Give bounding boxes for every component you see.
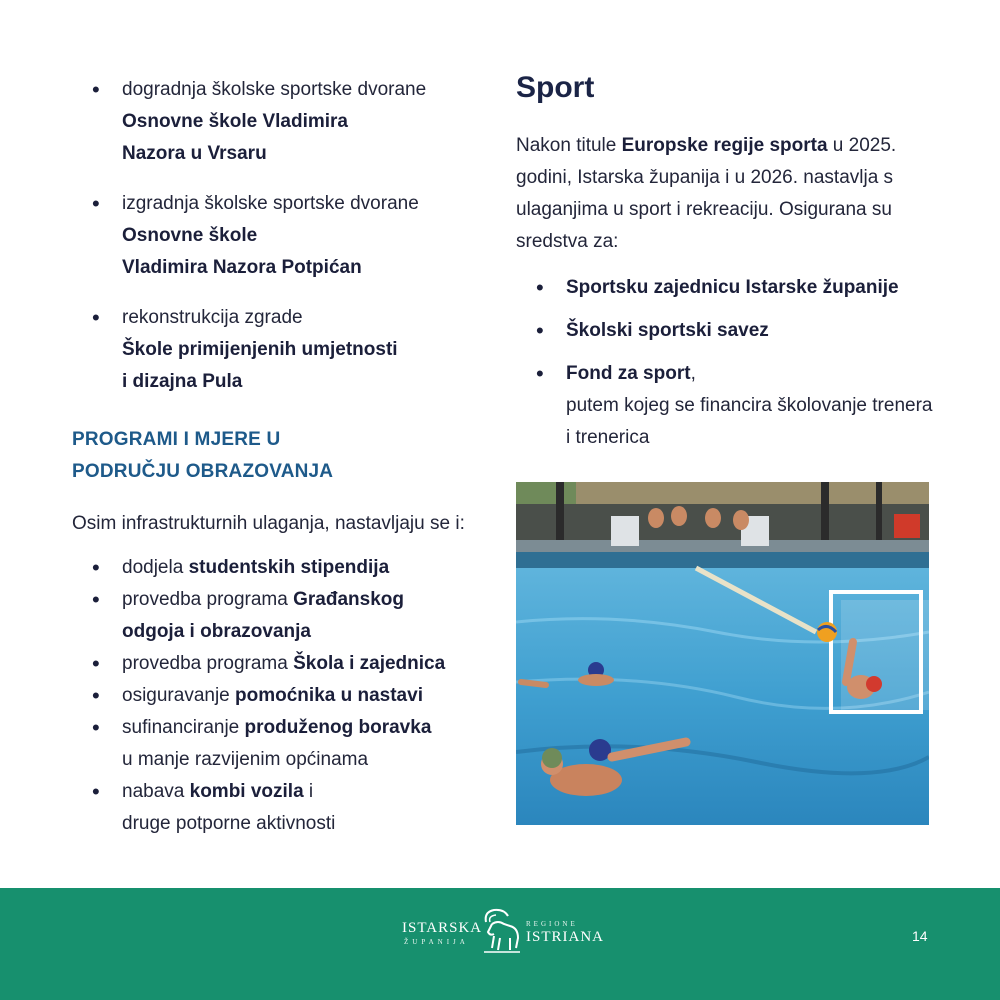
para-text: u 2025. godini, Istarska županija i u 2026. nastavlja s ulaganjima u sport i rekreaciju. Osigurana su sredstva za:	[516, 135, 897, 252]
logo-text-right-sub: REGIONE	[526, 920, 578, 928]
list-item	[72, 302, 492, 398]
item-text: dodjela	[122, 557, 189, 578]
item-text: druge potporne aktivnosti	[122, 813, 336, 834]
left-column	[72, 74, 492, 840]
item-bold: studentskih stipendija	[188, 557, 390, 578]
item-text: osiguravanje	[122, 685, 236, 706]
logo-text-left: ISTARSKA	[402, 920, 483, 936]
para-text: Nakon titule	[516, 135, 622, 156]
item-bold: kombi vozila	[189, 781, 304, 802]
list-item	[516, 315, 936, 347]
sport-paragraph	[516, 130, 936, 258]
item-text: dogradnja školske sportske dvorane	[122, 79, 427, 100]
item-bold: odgoja i obrazovanja	[122, 621, 311, 642]
list-item	[516, 272, 936, 304]
logo-text-right: ISTRIANA	[526, 929, 604, 945]
list-item	[72, 74, 492, 170]
page-number: 14	[912, 928, 928, 944]
list-item	[72, 712, 492, 776]
item-text: putem kojeg se financira školovanje trenera i trenerica	[566, 395, 933, 448]
sport-funding-list	[516, 272, 936, 454]
heading-line: PROGRAMI I MJERE U	[72, 429, 281, 450]
footer-bar	[0, 888, 1000, 1000]
istarska-zupanija-logo	[400, 906, 604, 966]
sport-title: Sport	[516, 71, 595, 104]
item-text: u manje razvijenim općinama	[122, 749, 369, 770]
intro-text: Osim infrastrukturnih ulaganja, nastavljaju se i:	[72, 513, 465, 534]
right-column	[516, 70, 936, 465]
section-heading	[72, 424, 492, 488]
item-bold: Osnovne škole	[122, 225, 258, 246]
item-text: nabava	[122, 781, 190, 802]
list-item	[72, 648, 492, 680]
item-text: sufinanciranje	[122, 717, 245, 738]
item-text: rekonstrukcija zgrade	[122, 307, 303, 328]
list-item	[72, 680, 492, 712]
item-text: izgradnja školske sportske dvorane	[122, 193, 419, 214]
programs-list	[72, 552, 492, 840]
item-text: i	[303, 781, 314, 802]
list-item	[72, 188, 492, 284]
item-text: provedba programa	[122, 653, 294, 674]
item-text: provedba programa	[122, 589, 294, 610]
item-bold: Nazora u Vrsaru	[122, 143, 267, 164]
item-bold: Škola i zajednica	[293, 653, 446, 674]
list-item	[516, 358, 936, 454]
item-text: ,	[690, 363, 696, 384]
item-bold: produženog boravka	[244, 717, 432, 738]
list-item	[72, 552, 492, 584]
item-bold: i dizajna Pula	[122, 371, 243, 392]
para-bold: Europske regije sporta	[621, 135, 828, 156]
logo-text-left-sub: ŽUPANIJA	[404, 938, 469, 946]
heading-line: PODRUČJU OBRAZOVANJA	[72, 461, 334, 482]
item-bold: pomoćnika u nastavi	[235, 685, 423, 706]
water-polo-photo	[516, 482, 929, 825]
item-bold: Građanskog	[293, 589, 404, 610]
item-bold: Fond za sport	[566, 363, 691, 384]
item-bold: Škole primijenjenih umjetnosti	[122, 339, 398, 360]
list-item	[72, 776, 492, 840]
infrastructure-list	[72, 74, 492, 398]
item-bold: Vladimira Nazora Potpićan	[122, 257, 362, 278]
list-item	[72, 584, 492, 648]
item-bold: Školski sportski savez	[566, 320, 769, 341]
item-bold: Osnovne škole Vladimira	[122, 111, 348, 132]
goat-emblem-icon	[480, 908, 522, 954]
item-bold: Sportsku zajednicu Istarske županije	[566, 277, 899, 298]
water-polo-illustration	[516, 482, 929, 825]
